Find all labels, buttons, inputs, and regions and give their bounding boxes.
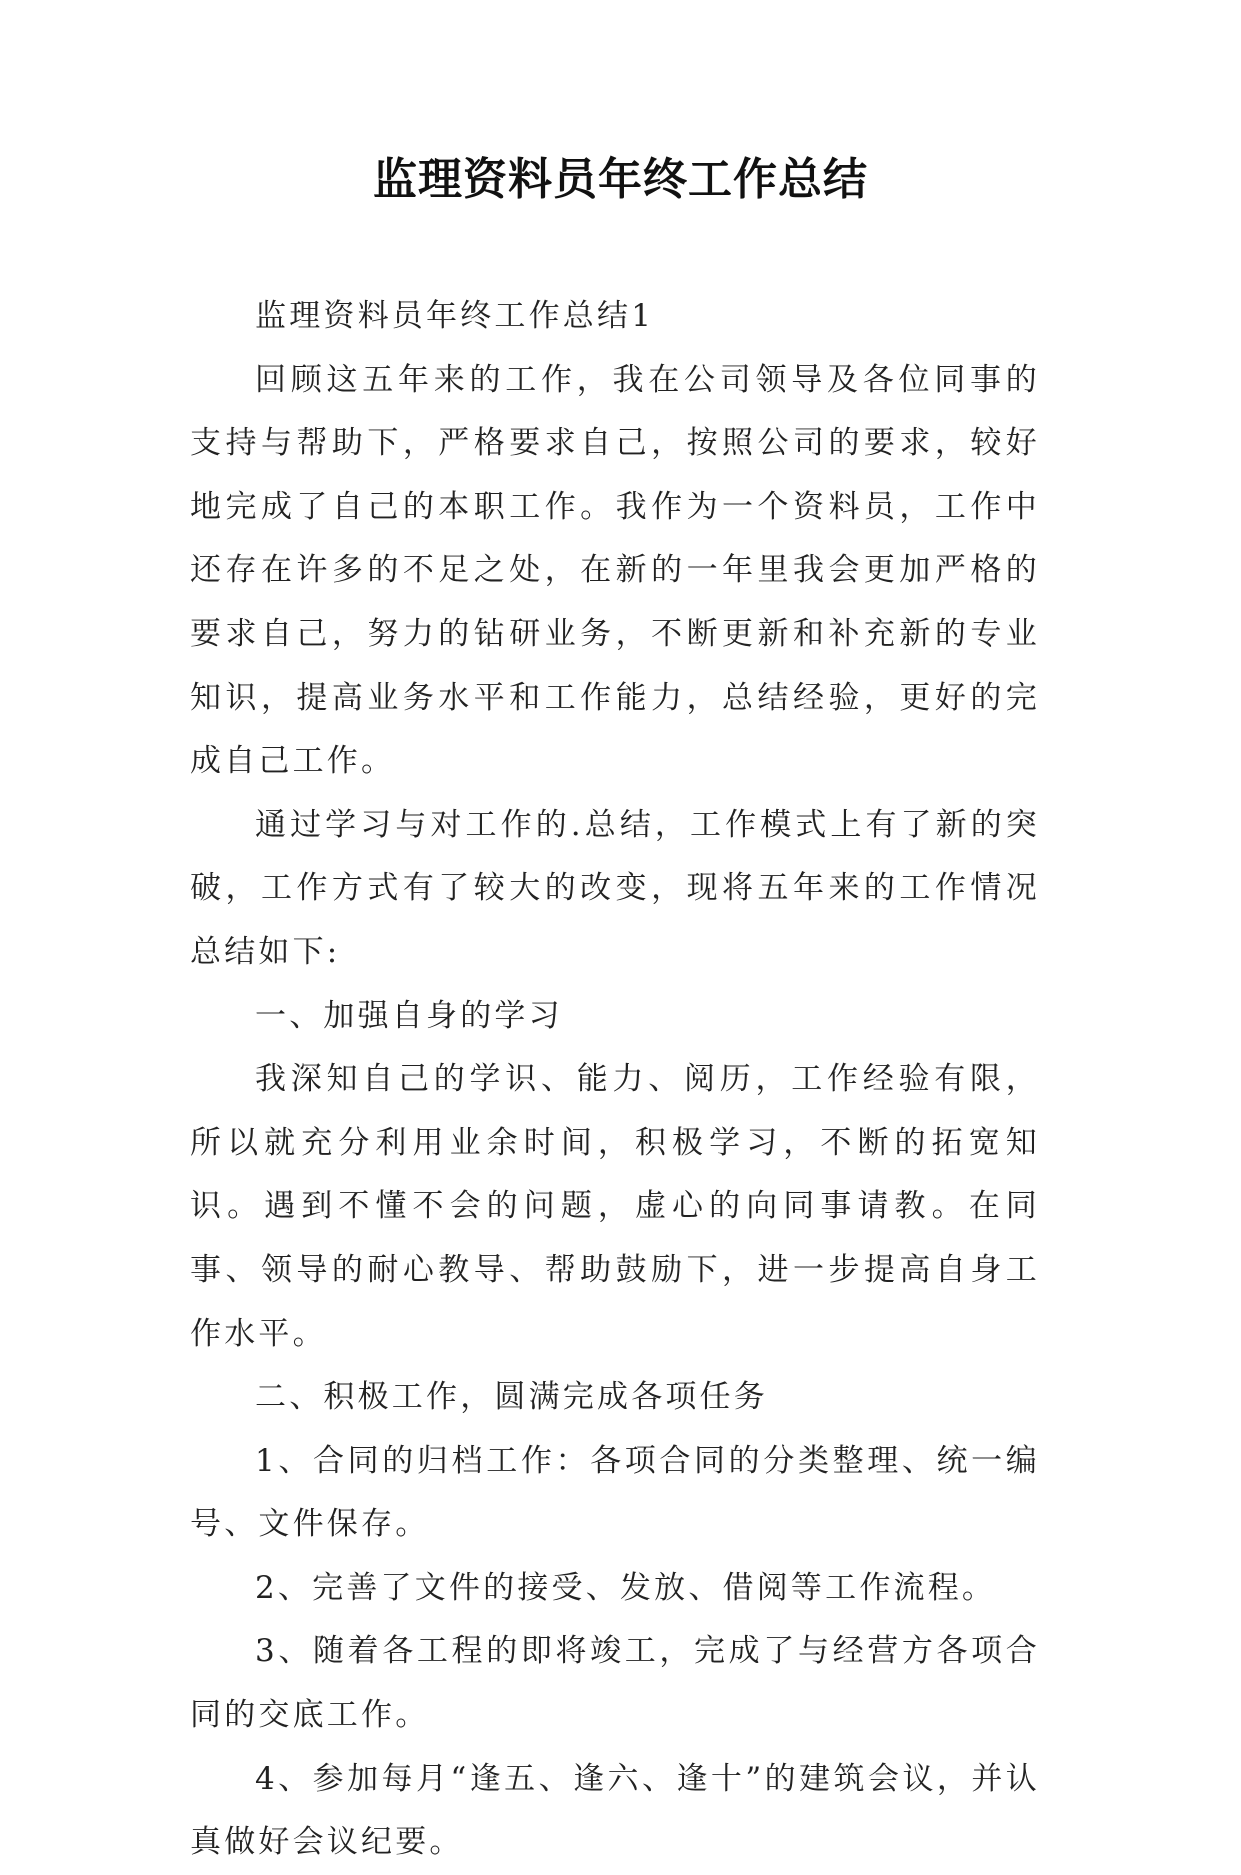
document-title: 监理资料员年终工作总结 (373, 154, 868, 205)
list-item: 1、合同的归档工作：各项合同的分类整理、统一编号、文件保存。 (190, 1442, 1040, 1543)
document-body (190, 285, 1040, 1875)
paragraph: 通过学习与对工作的.总结，工作模式上有了新的突破，工作方式有了较大的改变，现将五年来的工作情况总结如下: (190, 806, 1040, 970)
list-item: 2、完善了文件的接受、发放、借阅等工作流程。 (255, 1569, 997, 1606)
section-heading: 监理资料员年终工作总结1 (255, 298, 655, 334)
paragraph: 我深知自己的学识、能力、阅历，工作经验有限，所以就充分利用业余时间，积极学习，不断的拓宽知识。遇到不懂不会的问题，虚心的向同事请教。在同事、领导的耐心教导、帮助鼓励下，进一步提高自身工作水平。 (190, 1061, 1040, 1352)
paragraph: 回顾这五年来的工作，我在公司领导及各位同事的支持与帮助下，严格要求自己，按照公司的要求，较好地完成了自己的本职工作。我作为一个资料员，工作中还存在许多的不足之处，在新的一年里我会更加严格的要求自己，努力的钻研业务，不断更新和补充新的专业知识，提高业务水平和工作能力，总结经验，更好的完成自己工作。 (190, 361, 1040, 780)
list-item: 4、参加每月“逢五、逢六、逢十”的建筑会议，并认真做好会议纪要。 (190, 1760, 1040, 1861)
section-heading: 二、积极工作，圆满完成各项任务 (255, 1379, 768, 1416)
list-item: 3、随着各工程的即将竣工，完成了与经营方各项合同的交底工作。 (190, 1633, 1040, 1734)
section-heading: 一、加强自身的学习 (255, 997, 563, 1034)
